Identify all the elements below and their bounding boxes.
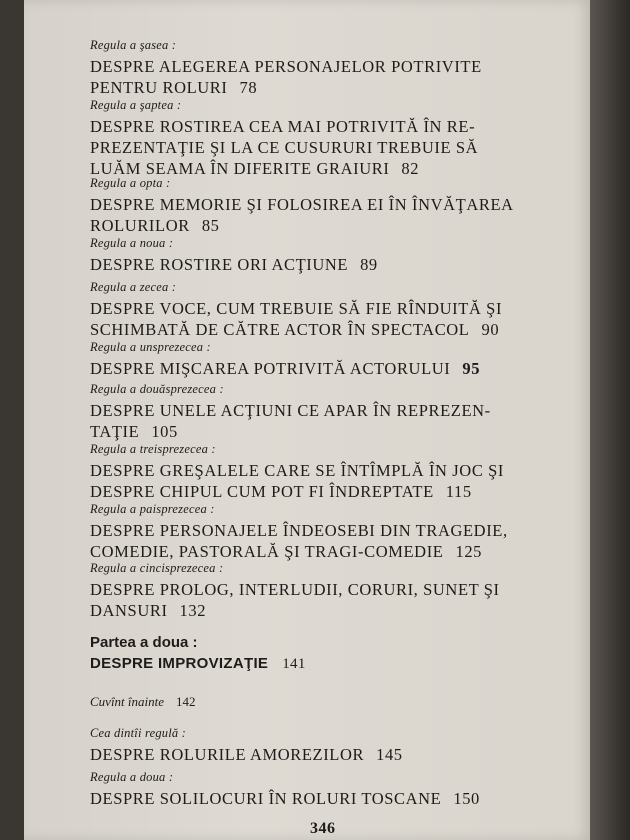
rule-title-cont: PENTRU ROLURI 78: [90, 78, 258, 97]
rule-label: Regula a treisprezecea :: [90, 442, 216, 456]
page-number: 132: [179, 601, 207, 620]
rule-title: DESPRE MEMORIE ŞI FOLOSIREA EI ÎN ÎNVĂŢAREA: [90, 195, 514, 214]
rule-label: Cea dintîi regulă :: [90, 726, 187, 740]
rule-label: Regula a şasea :: [90, 38, 177, 52]
page-number: 78: [239, 78, 258, 97]
rule-title: DESPRE ALEGEREA PERSONAJELOR POTRIVITE: [90, 57, 482, 76]
rule-label: Regula a doua :: [90, 770, 174, 784]
page-number: 95: [462, 359, 481, 378]
rule-label: Regula a unsprezecea :: [90, 340, 211, 354]
toc-entry-rule-11: [90, 340, 580, 379]
toc-entry-rule-9: [90, 236, 580, 275]
toc-entry-rule-7: [90, 98, 580, 179]
page-number: 82: [401, 159, 420, 178]
rule-title: DESPRE PERSONAJELE ÎNDEOSEBI DIN TRAGEDIE,: [90, 521, 508, 540]
rule-label: Regula a cincisprezecea :: [90, 561, 224, 575]
rule-title: DESPRE ROLURILE AMOREZILOR 145: [90, 745, 403, 764]
page-number: 115: [445, 482, 472, 501]
rule-title: DESPRE ROSTIREA CEA MAI POTRIVITĂ ÎN RE-: [90, 117, 476, 136]
rule-title: DESPRE ROSTIRE ORI ACŢIUNE 89: [90, 255, 378, 274]
rule-title: DESPRE MIŞCAREA POTRIVITĂ ACTORULUI 95: [90, 359, 481, 378]
rule-label: Regula a noua :: [90, 236, 174, 250]
page-number: 125: [455, 542, 483, 561]
toc-entry-rule-12: [90, 382, 580, 442]
rule-title-cont: LUĂM SEAMA ÎN DIFERITE GRAIURI 82: [90, 159, 420, 178]
rule-title-cont: COMEDIE, PASTORALĂ ŞI TRAGI-COMEDIE 125: [90, 542, 483, 561]
toc-entry-rule-13: [90, 442, 580, 502]
rule-title-cont: PREZENTAŢIE ŞI LA CE CUSURURI TREBUIE SĂ: [90, 138, 479, 157]
page-folio: 346: [310, 820, 336, 837]
foreword-title: Cuvînt înainte 142: [90, 694, 196, 709]
rule-title: DESPRE VOCE, CUM TREBUIE SĂ FIE RÎNDUITĂ ŞI: [90, 299, 503, 318]
rule-title-cont: DESPRE CHIPUL CUM POT FI ÎNDREPTATE 115: [90, 482, 472, 501]
toc-foreword: [90, 694, 580, 710]
toc-entry-rule-10: [90, 280, 580, 340]
rule-title-cont: SCHIMBATĂ DE CĂTRE ACTOR ÎN SPECTACOL 90: [90, 320, 500, 339]
toc-entry-rule-6: [90, 38, 580, 98]
part-title: DESPRE IMPROVIZAŢIE 141: [90, 655, 306, 672]
page-number: 142: [176, 694, 196, 709]
toc-entry-rule-8: [90, 176, 580, 236]
book-page: [24, 0, 590, 840]
rule-title: DESPRE SOLILOCURI ÎN ROLURI TOSCANE 150: [90, 789, 480, 808]
rule-label: Regula a zecea :: [90, 280, 177, 294]
rule-label: Regula a opta :: [90, 176, 171, 190]
rule-label: Regula a paisprezecea :: [90, 502, 215, 516]
toc-entry-first-rule: [90, 726, 580, 765]
rule-title-cont: TAŢIE 105: [90, 422, 178, 441]
rule-title-cont: DANSURI 132: [90, 601, 207, 620]
page-number: 105: [151, 422, 178, 441]
rule-label: Regula a douăsprezecea :: [90, 382, 224, 396]
page-number: 90: [481, 320, 500, 339]
book-edge-shadow: [590, 0, 630, 840]
page-number: 145: [376, 745, 403, 764]
page-number: 85: [201, 216, 220, 235]
rule-title: DESPRE UNELE ACŢIUNI CE APAR ÎN REPREZEN-: [90, 401, 491, 420]
rule-title: DESPRE PROLOG, INTERLUDII, CORURI, SUNET ŞI: [90, 580, 500, 599]
rule-label: Regula a şaptea :: [90, 98, 182, 112]
rule-title-cont: ROLURILOR 85: [90, 216, 220, 235]
rule-title: DESPRE GREŞALELE CARE SE ÎNTÎMPLĂ ÎN JOC ŞI: [90, 461, 505, 480]
page-number: 150: [453, 789, 480, 808]
toc-entry-second-rule: [90, 770, 580, 809]
toc-part-two: [90, 633, 580, 675]
page-number: 89: [360, 255, 378, 274]
part-label: Partea a doua :: [90, 634, 198, 651]
toc-entry-rule-14: [90, 502, 580, 562]
page-number: 141: [282, 656, 306, 672]
toc-entry-rule-15: [90, 561, 580, 621]
